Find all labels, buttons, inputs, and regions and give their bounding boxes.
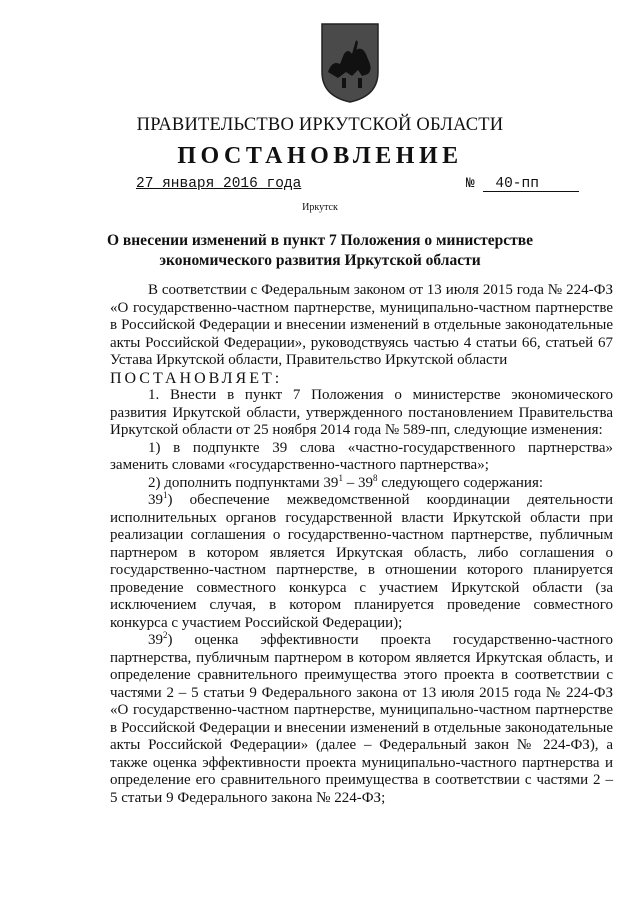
subitem-2-text-a: 2) дополнить подпунктами 39 [148,474,339,491]
subitem-2-text-b: – 39 [342,474,373,491]
paragraph-39-2 [110,632,613,807]
government-name: ПРАВИТЕЛЬСТВО ИРКУТСКОЙ ОБЛАСТИ [136,115,504,135]
paragraph-39-2-text: ) оценка эффективности проекта государственно-частного партнерства, публичным партнером в котором является Иркутская область, и определение сравнительного преимущества этого проекта в соответствии с частями 2 – 5 статьи 9 Федерального закона от 13 июля 2015 года № 224-ФЗ «О государственно-частном партнерстве, муниципально-частном партнерстве в Российской Федерации и внесении изменений в отдельные законодательные акты Российской Федерации» (далее – Федеральный закон № 224-ФЗ), а также оценка эффективности проекта муниципально-частного партнерства и определение его сравнительного преимущества в соответствии с частями 2 – 5 статьи 9 Федерального закона № 224-ФЗ; [110,632,613,806]
document-subject: О внесении изменений в пункт 7 Положения о министерстве экономического развития Иркутской области [106,232,534,269]
decides-heading: ПОСТАНОВЛЯЕТ: [110,369,283,387]
subitem-2-text-c: следующего содержания: [377,474,544,491]
document-number [466,176,579,192]
document-date [136,176,301,192]
subitem-2-sup-2: 8 [372,472,378,483]
document-type: ПОСТАНОВЛЕНИЕ [177,143,463,169]
number-prefix: № [466,176,475,192]
paragraph-39-1-sup: 1 [163,490,168,500]
preamble-paragraph: В соответствии с Федеральным законом от 13 июля 2015 года № 224-ФЗ «О государственно-частном партнерстве, муниципально-частном партнерстве в Российской Федерации и внесении изменений в отдельные законодательные акты Российской Федерации», руководствуясь частью 4 статьи 66, статьей 67 Устава Иркутской области, Правительство Иркутской области [110,282,613,368]
paragraph-39-1-text: ) обеспечение межведомственной координации деятельности исполнительных органов государственной власти Иркутской области при реализации соглашения о государственно-частном партнерстве, публичным партнером в котором является Иркутская область, либо соглашения о государственно-частном партнерстве, в отношении которого планируется проведение совместного конкурса с участием Иркутской области (за исключением случая, в котором планируется проведение совместного конкурса с участием Российской Федерации); [110,492,613,631]
item-1-paragraph: 1. Внести в пункт 7 Положения о министерстве экономического развития Иркутской области, утвержденного постановлением Правительства Иркутской области от 25 ноября 2014 года № 589-пп, следующие изменения: [110,387,613,438]
date-value: 27 января 2016 года [136,176,302,192]
paragraph-39-1-number: 39 [148,492,163,508]
paragraph-39-1 [110,492,613,632]
subitem-1-paragraph: 1) в подпункте 39 слова «частно-государственного партнерства» заменить словами «государственно-частного партнерства»; [110,439,613,473]
document-body [110,282,613,807]
subitem-2-paragraph [110,472,613,493]
paragraph-39-2-sup: 2 [163,630,168,640]
number-value: 40-пп [483,177,579,192]
city-name: Иркутск [302,202,338,213]
coat-of-arms-icon [318,20,382,104]
paragraph-39-2-number: 39 [148,632,163,648]
subitem-2-sup-1: 1 [338,472,343,483]
